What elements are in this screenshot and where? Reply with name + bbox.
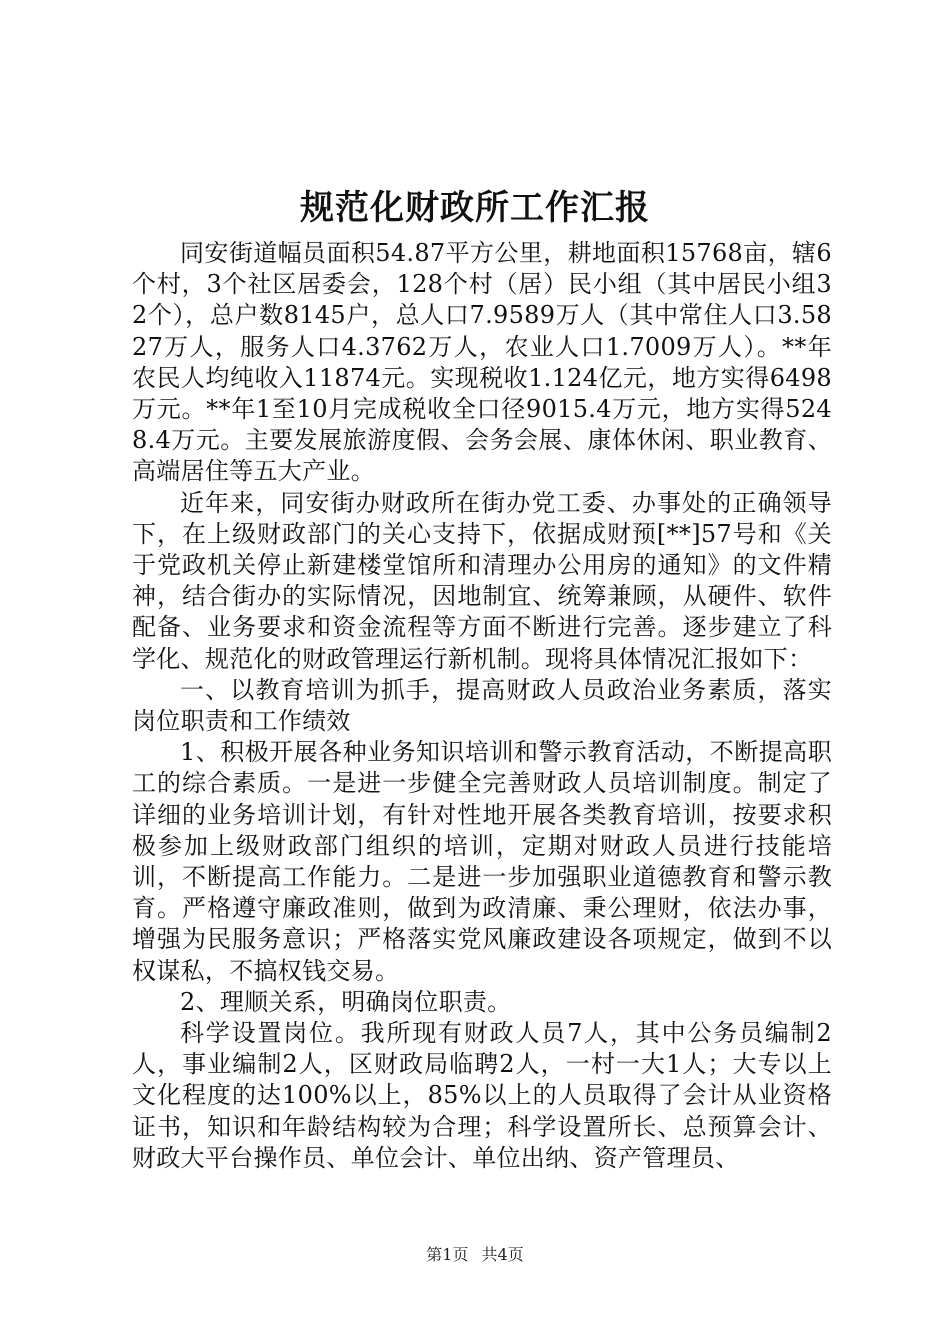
paragraph-positions: 科学设置岗位。我所现有财政人员7人，其中公务员编制2人，事业编制2人，区财政局临聘2人，一村一大1人；大专以上文化程度的达100%以上，85%以上的人员取得了会计从业资格证书，知识和年龄结构较为合理；科学设置所长、总预算会计、财政大平台操作员、单位会计、单位出纳、资产管理员、 (132, 1019, 832, 1172)
total-pages: 共4页 (481, 1245, 524, 1264)
paragraph-overview: 同安街道幅员面积54.87平方公里，耕地面积15768亩，辖6个村，3个社区居委会，128个村（居）民小组（其中居民小组32个），总户数8145户，总人口7.9589万人（其中常住人口3.5827万人，服务人口4.3762万人，农业人口1.7009万人）。**年农民人均纯收入11874元。实现税收1.124亿元，地方实得6498万元。**年1至10月完成税收全口径9015.4万元，地方实得5248.4万元。主要发展旅游度假、会务会展、康体休闲、职业教育、高端居住等五大产业。 (132, 239, 832, 486)
document-title: 规范化财政所工作汇报 (300, 188, 650, 228)
section-heading-1: 一、以教育培训为抓手，提高财政人员政治业务素质，落实岗位职责和工作绩效 (132, 675, 832, 736)
page-number: 第1页 (426, 1245, 469, 1264)
paragraph-training: 1、积极开展各种业务知识培训和警示教育活动，不断提高职工的综合素质。一是进一步健全完善财政人员培训制度。制定了详细的业务培训计划，有针对性地开展各类教育培训，按要求积极参加上级财政部门组织的培训，定期对财政人员进行技能培训，不断提高工作能力。二是进一步加强职业道德教育和警示教育。严格遵守廉政准则，做到为政清廉、秉公理财，依法办事，增强为民服务意识；严格落实党风廉政建设各项规定，做到不以权谋私，不搞权钱交易。 (132, 738, 832, 985)
page-footer (0, 1244, 950, 1266)
paragraph-introduction: 近年来，同安街办财政所在街办党工委、办事处的正确领导下，在上级财政部门的关心支持下，依据成财预[**]57号和《关于党政机关停止新建楼堂馆所和清理办公用房的通知》的文件精神，结合街办的实际情况，因地制宜、统筹兼顾，从硬件、软件配备、业务要求和资金流程等方面不断进行完善。逐步建立了科学化、规范化的财政管理运行新机制。现将具体情况汇报如下： (132, 488, 832, 673)
subheading-responsibilities: 2、理顺关系，明确岗位职责。 (180, 987, 512, 1016)
document-body (132, 238, 832, 1174)
